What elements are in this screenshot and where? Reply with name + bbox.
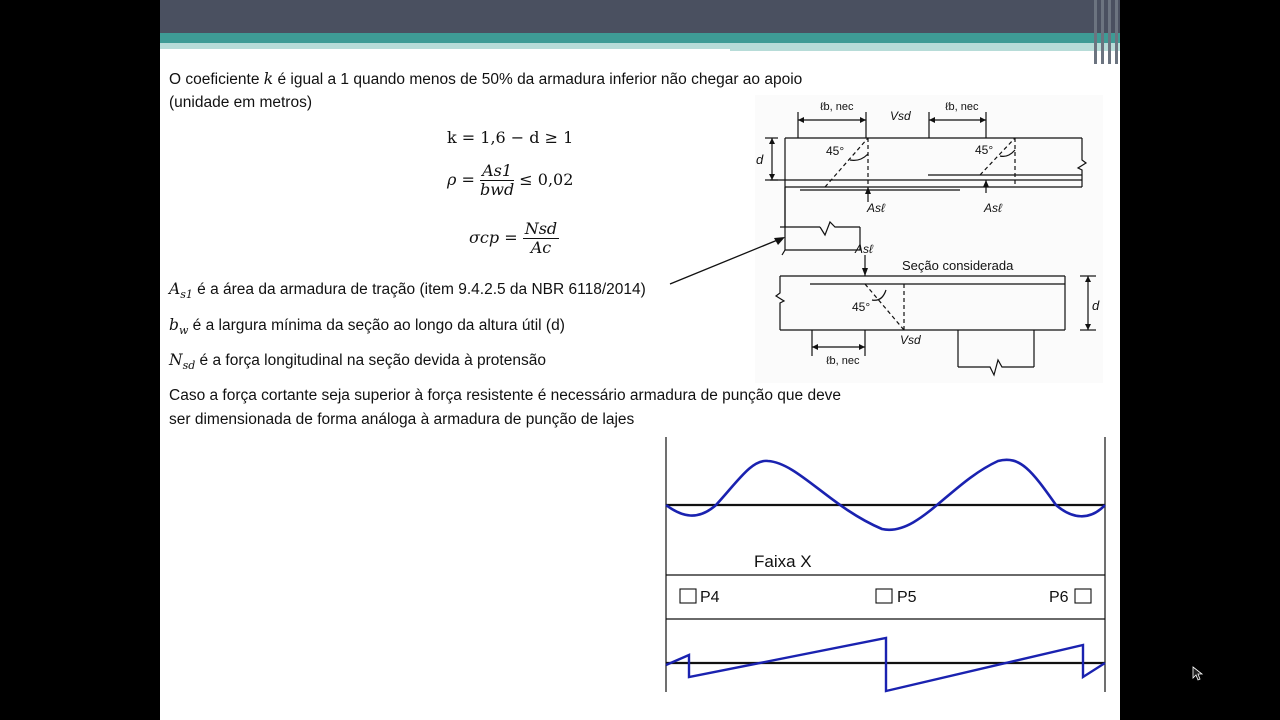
sigma-numerator: Nsd	[524, 219, 558, 238]
rho-denominator: bwd	[480, 180, 515, 199]
bw-subscript: w	[178, 324, 189, 338]
shear-curve	[666, 638, 1105, 691]
bw-symbol: b	[169, 316, 179, 334]
slide	[160, 0, 1120, 720]
rho-numerator: As1	[480, 162, 514, 181]
rho-lhs: ρ =	[447, 170, 475, 189]
header-decor-bars	[1092, 0, 1120, 64]
label-faixa-x: Faixa X	[754, 552, 812, 571]
label-d-bottom: d	[1092, 298, 1100, 313]
paragraph-final-1: Caso a força cortante seja superior à força resistente é necessário armadura de punção que deve	[169, 387, 842, 404]
text: é igual a 1 quando menos de 50% da armadura inferior não chegar ao apoio	[273, 71, 803, 88]
mouse-cursor-icon	[1192, 666, 1204, 682]
label-p4: P4	[700, 589, 720, 606]
label-p5: P5	[897, 589, 917, 606]
header-teal-band	[160, 33, 1120, 43]
paragraph-as1	[169, 280, 646, 301]
label-asl-bottom: Asℓ	[855, 242, 873, 256]
label-asl-1: Asℓ	[867, 201, 885, 215]
text: O coeficiente	[169, 71, 264, 88]
header-divider-2	[730, 51, 1050, 54]
paragraph-bw	[169, 316, 565, 337]
label-p6: P6	[1049, 589, 1069, 606]
label-secao-considerada: Seção considerada	[902, 258, 1014, 273]
label-lb-nec-2: ℓb, nec	[945, 101, 979, 113]
text: é a área da armadura de tração (item 9.4.2.5 da NBR 6118/2014)	[192, 281, 646, 298]
nsd-symbol: N	[169, 351, 183, 369]
sigma-denominator: Ac	[530, 238, 552, 257]
label-45-1: 45°	[826, 144, 845, 158]
pillar-p4-icon	[680, 589, 696, 603]
sigma-fraction	[523, 220, 559, 257]
pillar-p5-icon	[876, 589, 892, 603]
strip-diagram	[660, 437, 1110, 697]
pillar-p6-icon	[1075, 589, 1091, 603]
rho-fraction	[480, 162, 514, 199]
paragraph-nsd	[169, 351, 546, 372]
header-divider	[160, 49, 730, 51]
pointer-arrow	[665, 232, 790, 290]
header-dark-band	[160, 0, 1120, 33]
label-asl-2: Asℓ	[984, 201, 1002, 215]
equation-k: k = 1,6 − d ≥ 1	[447, 128, 574, 147]
as1-symbol: A	[169, 280, 181, 298]
rho-rhs: ≤ 0,02	[519, 170, 574, 189]
equation-sigma	[469, 220, 559, 257]
paragraph-k-definition	[169, 70, 802, 89]
label-vsd-bottom: Vsd	[900, 333, 921, 347]
equation-rho	[447, 162, 573, 199]
k-symbol: k	[263, 70, 274, 88]
as1-subscript: s1	[180, 288, 193, 302]
label-vsd-top: Vsd	[890, 109, 911, 123]
text: é a força longitudinal na seção devida à protensão	[195, 352, 546, 369]
moment-curve	[666, 460, 1105, 530]
paragraph-final-2: ser dimensionada de forma análoga à armadura de punção de lajes	[169, 411, 635, 428]
label-lb-nec-1: ℓb, nec	[820, 101, 854, 113]
label-45-bottom: 45°	[852, 300, 871, 314]
paragraph-unit: (unidade em metros)	[169, 94, 313, 111]
sigma-lhs: σcp =	[469, 228, 518, 247]
label-d-top: d	[756, 152, 764, 167]
text: é a largura mínima da seção ao longo da altura útil (d)	[188, 317, 565, 334]
nsd-subscript: sd	[182, 359, 196, 373]
label-lb-nec-bottom: ℓb, nec	[826, 355, 860, 367]
label-45-2: 45°	[975, 143, 994, 157]
